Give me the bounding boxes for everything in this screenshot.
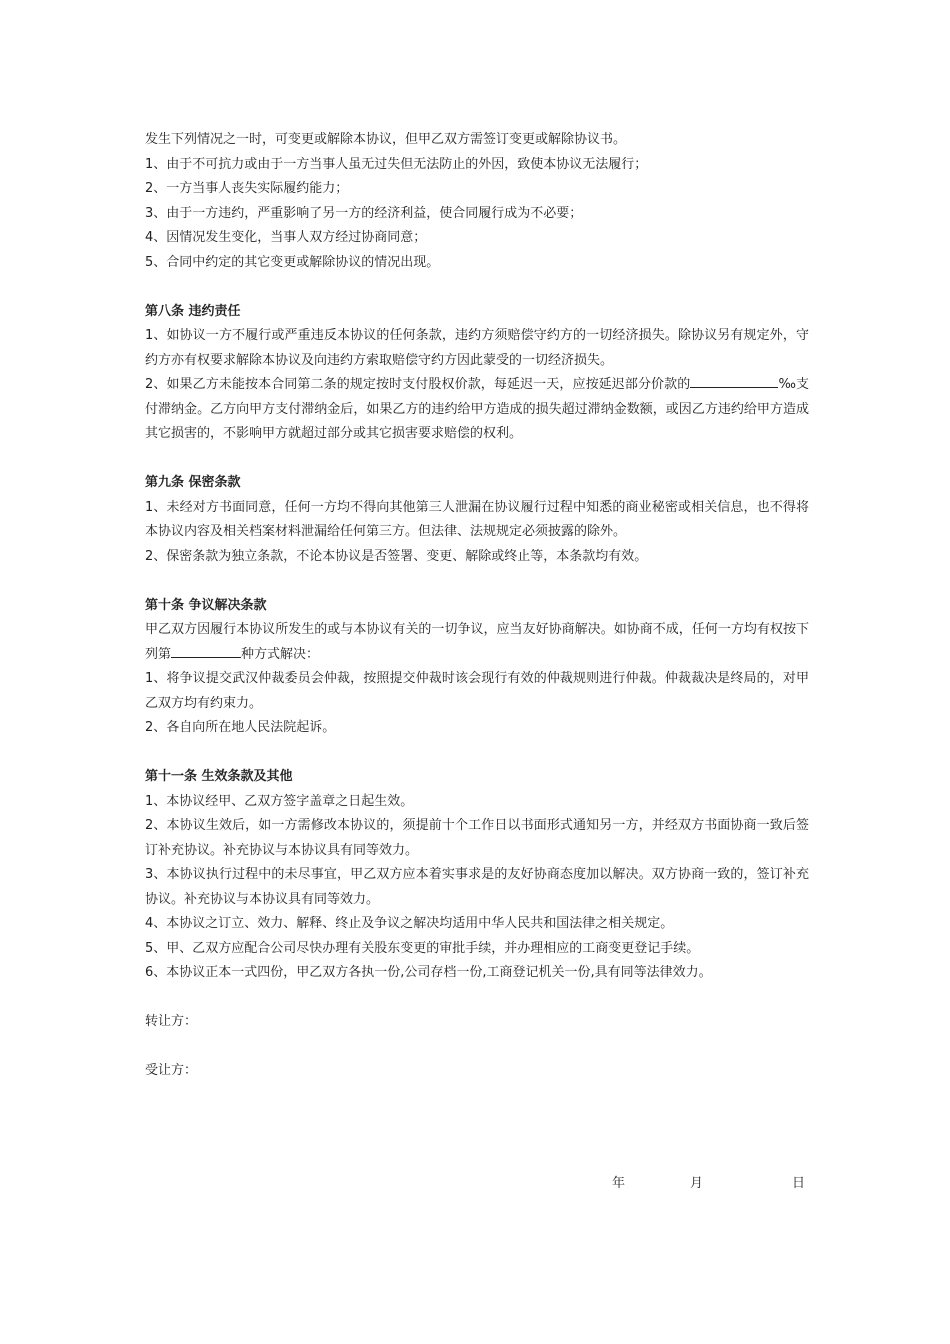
- article-8-heading: 第八条 违约责任: [145, 303, 241, 319]
- change-item-4: 4、因情况发生变化，当事人双方经过协商同意；: [145, 230, 427, 245]
- spacer: [145, 741, 809, 766]
- spacer: [145, 1035, 809, 1060]
- change-item-3: 3、由于一方违约，严重影响了另一方的经济利益，使合同履行成为不必要；: [145, 205, 583, 221]
- document-body: [145, 128, 809, 1084]
- article-10-intro: [145, 618, 809, 667]
- fill-blank-method: [171, 643, 241, 658]
- change-item-1: 1、由于不可抗力或由于一方当事人虽无过失但无法防止的外因，致使本协议无法履行；: [145, 156, 648, 172]
- fill-blank-rate: [690, 373, 778, 388]
- transferee-signature-label: 受让方：: [145, 1063, 198, 1078]
- change-item-2: 2、一方当事人丧失实际履约能力；: [145, 181, 349, 196]
- article-8-clause-2-text-b: ‰支付滞纳金。乙方向甲方支付滞纳金后，如果乙方的违约给甲方造成的损失超过滞纳金数额，或因乙方违约给甲方造成其它损害的，不影响甲方就超过部分或其它损害要求赔偿的权利。: [145, 377, 809, 441]
- article-8-clause-1: 1、如协议一方不履行或严重违反本协议的任何条款，违约方须赔偿守约方的一切经济损失。除协议另有规定外，守约方亦有权要求解除本协议及向违约方索取赔偿守约方因此蒙受的一切经济损失。: [145, 328, 809, 368]
- article-8-clause-2-text-a: 2、如果乙方未能按本合同第二条的规定按时支付股权价款，每延迟一天，应按延迟部分价款的: [145, 377, 691, 392]
- article-8-clause-2: [145, 373, 809, 447]
- date-month-label: 月: [690, 1176, 704, 1191]
- article-10-clause-2: 2、各自向所在地人民法院起诉。: [145, 720, 336, 735]
- date-day-label: 日: [792, 1176, 806, 1191]
- article-9-clause-1: 1、未经对方书面同意，任何一方均不得向其他第三人泄漏在协议履行过程中知悉的商业秘密或相关信息，也不得将本协议内容及相关档案材料泄漏给任何第三方。但法律、法规规定必须披露的除外。: [145, 499, 809, 539]
- spacer: [145, 275, 809, 300]
- signing-date: [612, 1172, 808, 1196]
- article-9-clause-2: 2、保密条款为独立条款，不论本协议是否签署、变更、解除或终止等，本条款均有效。: [145, 548, 648, 564]
- transferor-signature-label: 转让方：: [145, 1014, 198, 1029]
- spacer: [145, 447, 809, 472]
- article-11-clause-1: 1、本协议经甲、乙双方签字盖章之日起生效。: [145, 793, 414, 809]
- article-11-clause-5: 5、甲、乙双方应配合公司尽快办理有关股东变更的审批手续，并办理相应的工商变更登记手续。: [145, 940, 700, 956]
- article-10-clause-1: 1、将争议提交武汉仲裁委员会仲裁，按照提交仲裁时该会现行有效的仲裁规则进行仲裁。仲裁裁决是终局的，对甲乙双方均有约束力。: [145, 671, 809, 711]
- spacer: [145, 986, 809, 1011]
- change-intro: 发生下列情况之一时，可变更或解除本协议，但甲乙双方需签订变更或解除协议书。: [145, 132, 627, 147]
- article-9-heading: 第九条 保密条款: [145, 475, 241, 490]
- article-10-intro-text-a: 甲乙双方因履行本协议所发生的或与本协议有关的一切争议，应当友好协商解决。如协商不成，任何一方均有权按下列第: [145, 622, 809, 662]
- date-year-label: 年: [612, 1176, 626, 1191]
- article-10-intro-text-b: 种方式解决：: [241, 646, 320, 662]
- article-11-clause-3: 3、本协议执行过程中的未尽事宜，甲乙双方应本着实事求是的友好协商态度加以解决。双方协商一致的，签订补充协议。补充协议与本协议具有同等效力。: [145, 867, 809, 907]
- article-11-clause-6: 6、本协议正本一式四份，甲乙双方各执一份,公司存档一份,工商登记机关一份,具有同等法律效力。: [145, 965, 712, 980]
- change-item-5: 5、合同中约定的其它变更或解除协议的情况出现。: [145, 254, 440, 270]
- article-11-clause-4: 4、本协议之订立、效力、解释、终止及争议之解决均适用中华人民共和国法律之相关规定。: [145, 916, 674, 931]
- spacer: [145, 569, 809, 594]
- article-10-heading: 第十条 争议解决条款: [145, 597, 267, 613]
- article-11-clause-2: 2、本协议生效后，如一方需修改本协议的，须提前十个工作日以书面形式通知另一方，并经双方书面协商一致后签订补充协议。补充协议与本协议具有同等效力。: [145, 818, 809, 858]
- article-11-heading: 第十一条 生效条款及其他: [145, 769, 293, 784]
